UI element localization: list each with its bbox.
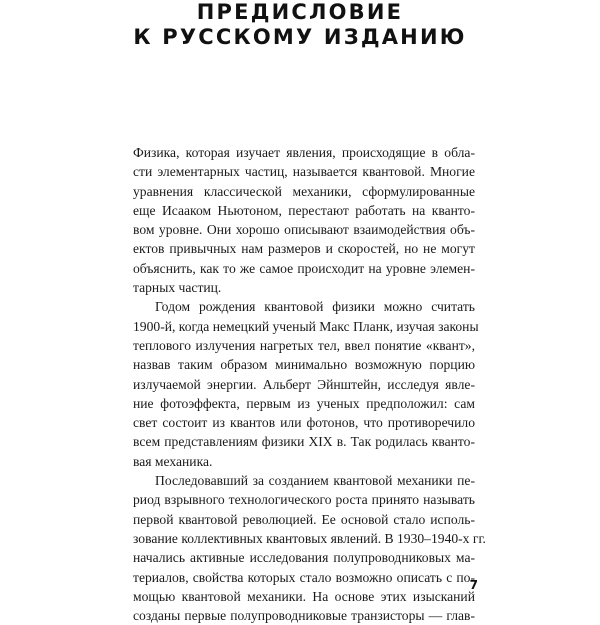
paragraph-3-line: созданы первые полупроводниковые транзисторы — глав- xyxy=(133,608,475,624)
paragraph-1-line: сти элементарных частиц, называется квантовой. Многие xyxy=(133,164,475,180)
paragraph-2-line: вая механика. xyxy=(133,453,213,469)
paragraph-3-line: териалов, свойства которых стало возможно описать с по- xyxy=(133,569,475,585)
paragraph-3-line: начались активные исследования полупроводниковых ма- xyxy=(133,550,475,566)
page-number: 7 xyxy=(469,578,478,592)
paragraph-2-line: назвав таким образом минимально возможную порцию xyxy=(133,357,475,373)
paragraph-2-line: всем представлениям физики XIX в. Так родилась кванто- xyxy=(133,434,475,450)
paragraph-1-line: еще Исааком Ньютоном, перестают работать на кванто- xyxy=(133,202,475,218)
paragraph-3-line: зование коллективных квантовых явлений. В 1930–1940-х гг. xyxy=(133,530,486,546)
paragraph-2-line: теплового излучения нагретых тел, ввел понятие «квант», xyxy=(133,337,475,353)
paragraph-2-line: излучаемой энергии. Альберт Эйнштейн, исследуя явле- xyxy=(133,376,475,392)
chapter-heading xyxy=(0,0,600,50)
heading-line-2: К РУССКОМУ ИЗДАНИЮ xyxy=(133,25,467,49)
heading-line-1: ПРЕДИСЛОВИЕ xyxy=(196,0,404,24)
paragraph-1-line: тарных частиц. xyxy=(133,280,222,296)
paragraph-2-line: Годом рождения квантовой физики можно считать xyxy=(155,299,475,315)
paragraph-2-line: свет состоит из квантов или фотонов, что противоречило xyxy=(133,415,475,431)
paragraph-1-line: вом уровне. Они хорошо описывают взаимодействия объ- xyxy=(133,222,475,238)
paragraph-3-line: Последовавший за созданием квантовой механики пе- xyxy=(155,473,475,489)
paragraph-1-line: уравнения классической механики, сформулированные xyxy=(133,183,475,199)
paragraph-1-line: объяснить, как то же самое происходит на уровне элемен- xyxy=(133,260,475,276)
paragraph-2-line: 1900-й, когда немецкий ученый Макс Планк, изучая законы xyxy=(133,318,479,334)
paragraph-3-line: риод взрывного технологического роста принято называть xyxy=(133,492,475,508)
paragraph-3-line: первой квантовой революцией. Ее основой стало исполь- xyxy=(133,511,475,527)
body-text xyxy=(133,143,486,625)
paragraph-2-line: ние фотоэффекта, первым из ученых предположил: сам xyxy=(133,395,475,411)
paragraph-1-line: ектов привычных нам размеров и скоростей, но не могут xyxy=(133,241,475,257)
paragraph-3-line: мощью квантовой механики. На основе этих изысканий xyxy=(133,588,475,604)
paragraph-1-line: Физика, которая изучает явления, происходящие в обла- xyxy=(133,145,475,160)
